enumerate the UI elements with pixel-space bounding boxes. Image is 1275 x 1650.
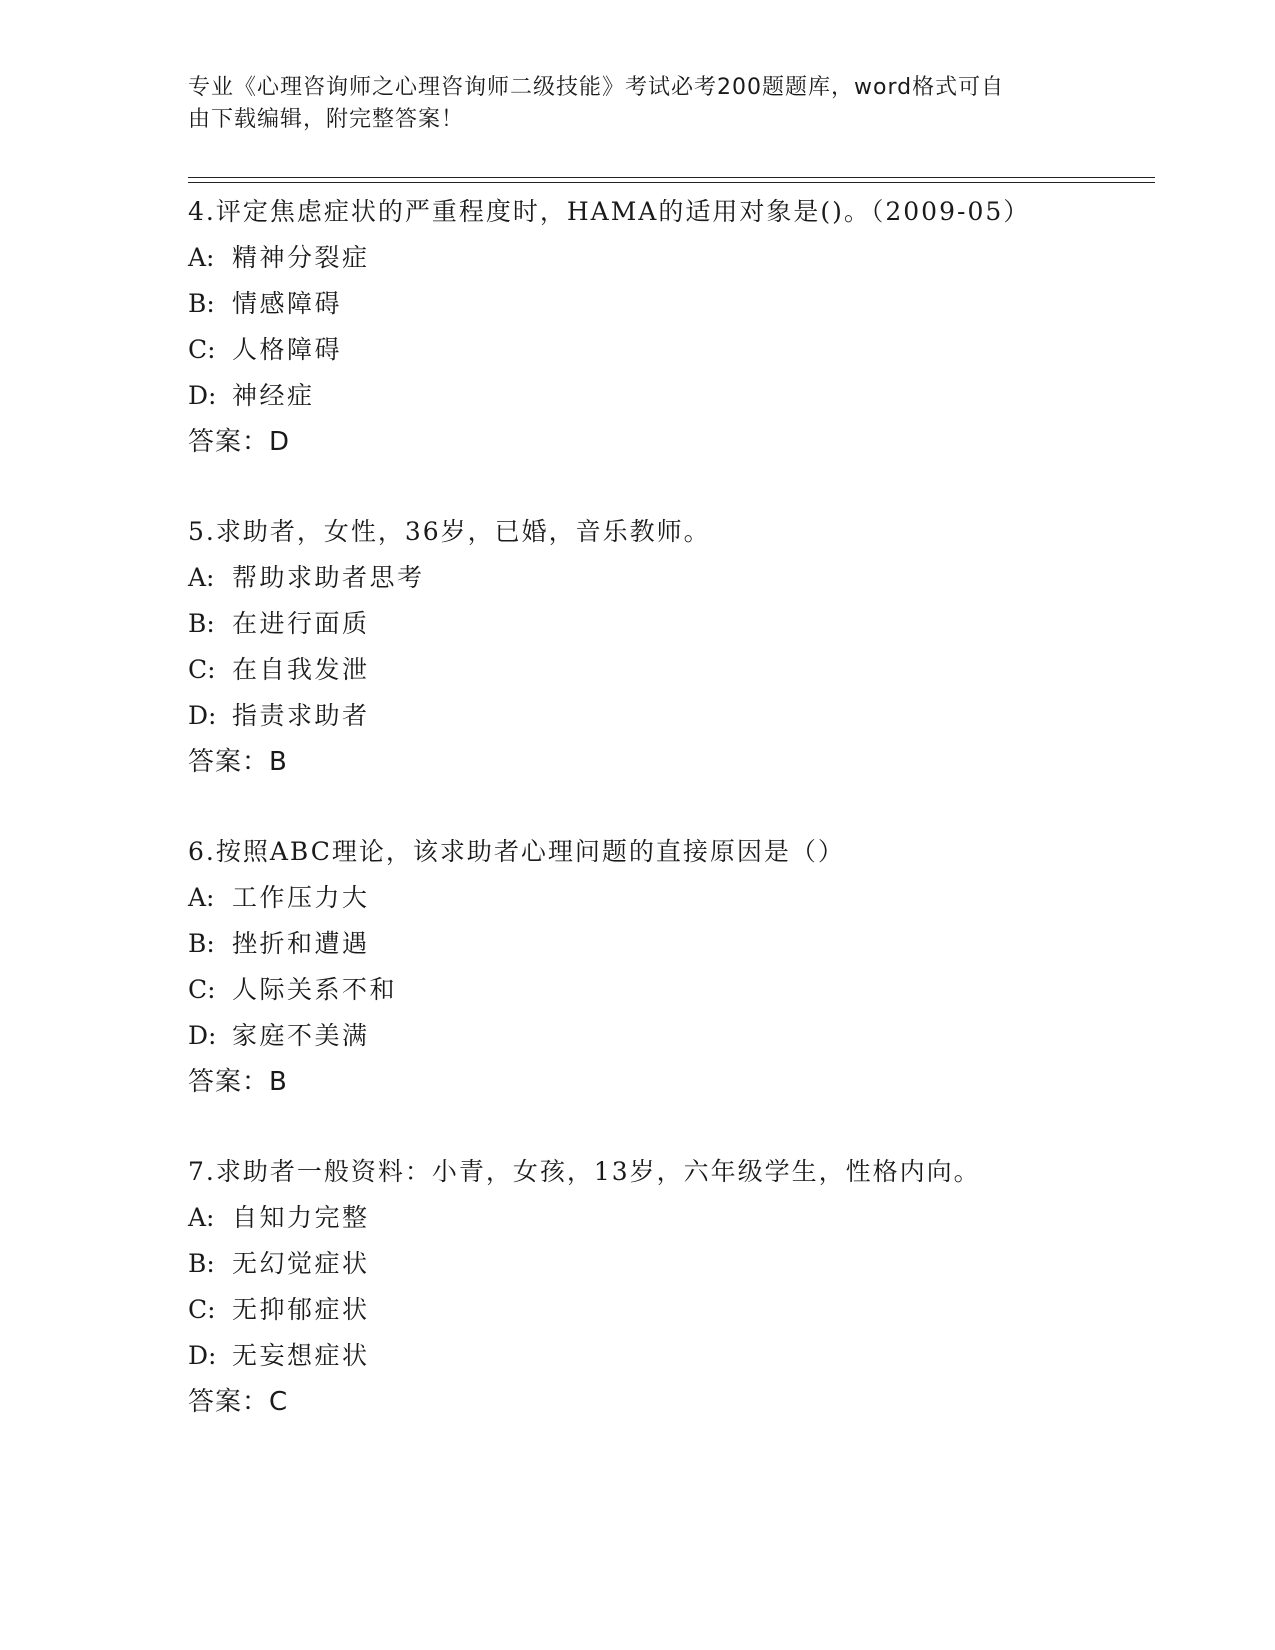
option-text: 人格障碍 <box>232 335 343 364</box>
option-text: 无幻觉症状 <box>232 1249 370 1278</box>
option-letter: D: <box>188 1341 217 1370</box>
option-a <box>188 1195 1168 1241</box>
question-stem: 4.评定焦虑症状的严重程度时，HAMA的适用对象是()。（2009-05） <box>188 197 1031 226</box>
option-text: 挫折和遭遇 <box>232 929 370 958</box>
header-divider-bottom <box>188 182 1155 183</box>
option-text: 家庭不美满 <box>232 1021 370 1050</box>
option-text: 人际关系不和 <box>232 975 398 1004</box>
option-letter: C: <box>188 335 216 364</box>
option-text: 无妄想症状 <box>232 1341 370 1370</box>
option-text: 指责求助者 <box>232 701 370 730</box>
option-text: 在进行面质 <box>232 609 370 638</box>
question-block <box>188 829 1168 1149</box>
option-b <box>188 921 1168 967</box>
option-letter: D: <box>188 701 217 730</box>
option-letter: C: <box>188 975 216 1004</box>
answer-line: 答案：B <box>188 1067 288 1097</box>
option-letter: B: <box>188 289 215 318</box>
option-letter: B: <box>188 929 215 958</box>
option-b <box>188 1241 1168 1287</box>
option-letter: A: <box>188 883 215 912</box>
option-text: 神经症 <box>232 381 315 410</box>
header-divider-top <box>188 177 1155 178</box>
option-text: 帮助求助者思考 <box>232 563 425 592</box>
question-stem: 6.按照ABC理论，该求助者心理问题的直接原因是（） <box>188 837 845 866</box>
answer-line: 答案：C <box>188 1387 289 1417</box>
option-c <box>188 647 1168 693</box>
option-letter: B: <box>188 1249 215 1278</box>
option-letter: C: <box>188 1295 216 1324</box>
option-text: 工作压力大 <box>232 883 370 912</box>
answer-line: 答案：B <box>188 747 288 777</box>
option-d <box>188 1333 1168 1379</box>
option-text: 自知力完整 <box>232 1203 370 1232</box>
question-block <box>188 509 1168 829</box>
option-c <box>188 1287 1168 1333</box>
header-line-1: 专业《心理咨询师之心理咨询师二级技能》考试必考200题题库，word格式可自 <box>188 75 1005 100</box>
question-block <box>188 189 1168 509</box>
option-a <box>188 555 1168 601</box>
option-b <box>188 601 1168 647</box>
option-letter: A: <box>188 1203 215 1232</box>
question-stem: 7.求助者一般资料：小青，女孩，13岁，六年级学生，性格内向。 <box>188 1157 981 1186</box>
answer-line: 答案：D <box>188 427 291 457</box>
option-a <box>188 235 1168 281</box>
option-d <box>188 1013 1168 1059</box>
option-letter: A: <box>188 243 215 272</box>
option-letter: B: <box>188 609 215 638</box>
option-text: 情感障碍 <box>232 289 343 318</box>
option-letter: A: <box>188 563 215 592</box>
option-c <box>188 967 1168 1013</box>
header-line-2: 由下载编辑，附完整答案！ <box>188 107 465 132</box>
option-d <box>188 373 1168 419</box>
option-text: 在自我发泄 <box>232 655 370 684</box>
option-c <box>188 327 1168 373</box>
option-text: 精神分裂症 <box>232 243 370 272</box>
document-header <box>188 72 1068 136</box>
option-a <box>188 875 1168 921</box>
option-text: 无抑郁症状 <box>232 1295 370 1324</box>
question-list <box>188 189 1168 1469</box>
question-stem: 5.求助者，女性，36岁，已婚，音乐教师。 <box>188 517 711 546</box>
question-block <box>188 1149 1168 1469</box>
option-b <box>188 281 1168 327</box>
option-d <box>188 693 1168 739</box>
option-letter: C: <box>188 655 216 684</box>
option-letter: D: <box>188 1021 217 1050</box>
option-letter: D: <box>188 381 217 410</box>
